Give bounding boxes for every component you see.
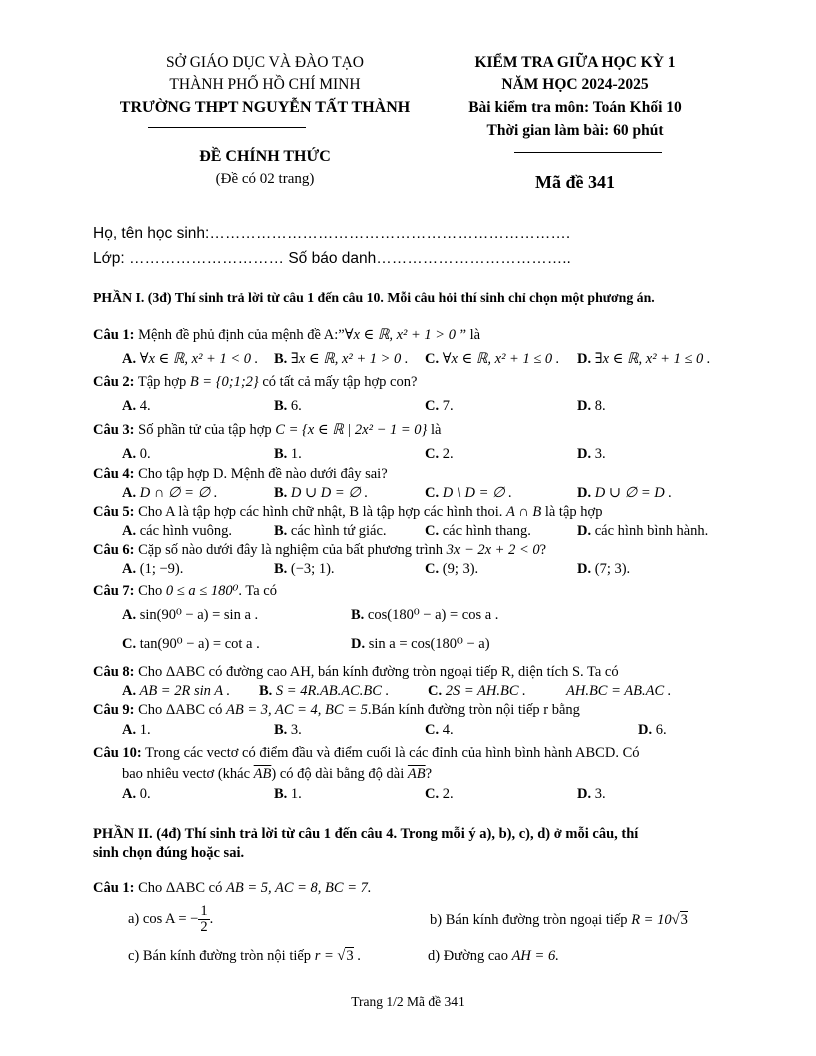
- question-1: Câu 1: Mệnh đề phủ định của mệnh đề A:”∀x ∈ ℝ, x² + 1 > 0 ” là: [93, 327, 481, 343]
- q9-option-c[interactable]: C. 4.: [425, 722, 454, 738]
- q6-option-c[interactable]: C. (9; 3).: [425, 561, 479, 577]
- q7-option-a[interactable]: A. sin(90⁰ − a) = sin a .: [122, 607, 259, 623]
- q10-option-b[interactable]: B. 1.: [274, 786, 302, 802]
- q1-option-a[interactable]: A. ∀x ∈ ℝ, x² + 1 < 0 .: [122, 351, 259, 367]
- q3-option-d[interactable]: D. 3.: [577, 446, 606, 462]
- q2-option-a[interactable]: A. 4.: [122, 398, 151, 414]
- q10-option-a[interactable]: A. 0.: [122, 786, 151, 802]
- q4-option-a[interactable]: A. D ∩ ∅ = ∅ .: [122, 485, 218, 501]
- header-department: SỞ GIÁO DỤC VÀ ĐÀO TẠO: [166, 54, 364, 71]
- class-label: Lớp: …………………………: [93, 250, 289, 267]
- q5-option-a[interactable]: A. các hình vuông.: [122, 523, 232, 539]
- q1-label: Câu 1:: [93, 327, 135, 343]
- q8-option-c[interactable]: C. 2S = AH.BC .: [428, 683, 526, 699]
- p2q1-statement-d[interactable]: d) Đường cao AH = 6.: [428, 948, 559, 964]
- q5-option-c[interactable]: C. các hình thang.: [425, 523, 531, 539]
- q7-option-d[interactable]: D. sin a = cos(180⁰ − a): [351, 636, 490, 652]
- duration: Thời gian làm bài: 60 phút: [486, 122, 664, 139]
- p2q1-statement-a[interactable]: a) cos A = − $\frac{1}{2}$ .: [128, 903, 214, 936]
- q9-option-b[interactable]: B. 3.: [274, 722, 302, 738]
- part2-title: PHẦN II. (4đ) Thí sinh trả lời từ câu 1 đến câu 4. Trong mỗi ý a), b), c), d) ở mỗi câu, thí: [93, 826, 639, 842]
- part2-question-1: Câu 1: Cho ΔABC có AB = 5, AC = 8, BC = 7.: [93, 880, 372, 896]
- exam-title: KIỂM TRA GIỮA HỌC KỲ 1: [474, 54, 676, 71]
- q4-option-b[interactable]: B. D ∪ D = ∅ .: [274, 485, 369, 501]
- q7-option-b[interactable]: B. cos(180⁰ − a) = cos a .: [351, 607, 499, 623]
- q5-option-b[interactable]: B. các hình tứ giác.: [274, 523, 387, 539]
- p2q1-statement-c[interactable]: c) Bán kính đường tròn nội tiếp r = √3 .: [128, 948, 361, 964]
- header-right-divider: [514, 152, 662, 153]
- q2-option-b[interactable]: B. 6.: [274, 398, 302, 414]
- q8-option-a[interactable]: A. AB = 2R sin A .: [122, 683, 231, 699]
- question-3: Câu 3: Số phần tử của tập hợp C = {x ∈ ℝ | 2x² − 1 = 0} là: [93, 422, 442, 438]
- q9-option-d[interactable]: D. 6.: [638, 722, 667, 738]
- q6-option-d[interactable]: D. (7; 3).: [577, 561, 631, 577]
- q3-option-c[interactable]: C. 2.: [425, 446, 454, 462]
- q5-option-d[interactable]: D. các hình bình hành.: [577, 523, 709, 539]
- q2-option-d[interactable]: D. 8.: [577, 398, 606, 414]
- q4-option-d[interactable]: D. D ∪ ∅ = D .: [577, 485, 672, 501]
- p2q1-statement-b[interactable]: b) Bán kính đường tròn ngoại tiếp R = 10√3: [430, 912, 688, 928]
- header-left-divider: [148, 127, 306, 128]
- page-footer: Trang 1/2 Mã đề 341: [351, 994, 465, 1009]
- q10-option-d[interactable]: D. 3.: [577, 786, 606, 802]
- header-school: TRƯỜNG THPT NGUYỄN TẤT THÀNH: [119, 99, 411, 116]
- part1-title: PHẦN I. (3đ) Thí sinh trả lời từ câu 1 đến câu 10. Mỗi câu hỏi thí sinh chỉ chọn một phương án.: [93, 290, 655, 305]
- question-4: Câu 4: Cho tập hợp D. Mệnh đề nào dưới đây sai?: [93, 466, 388, 482]
- student-name-line[interactable]: Họ, tên học sinh:…………………………………………………………….: [93, 225, 571, 242]
- q7-option-c[interactable]: C. tan(90⁰ − a) = cot a .: [122, 636, 260, 652]
- q10-option-c[interactable]: C. 2.: [425, 786, 454, 802]
- exam-code: Mã đề 341: [535, 172, 615, 192]
- school-year: NĂM HỌC 2024-2025: [501, 76, 649, 93]
- q2-option-c[interactable]: C. 7.: [425, 398, 454, 414]
- vector-ab: $\overline{AB}$: [253, 766, 272, 782]
- q6-option-b[interactable]: B. (−3; 1).: [274, 561, 335, 577]
- subject: Bài kiểm tra môn: Toán Khối 10: [468, 99, 682, 116]
- q1-option-d[interactable]: D. ∃x ∈ ℝ, x² + 1 ≤ 0 .: [577, 351, 711, 367]
- question-10: Câu 10: Trong các vectơ có điểm đầu và điểm cuối là các đỉnh của hình bình hành ABCD. Có: [93, 745, 640, 761]
- question-9: Câu 9: Cho ΔABC có AB = 3, AC = 4, BC = 5.Bán kính đường tròn nội tiếp r bằng: [93, 702, 580, 718]
- q6-option-a[interactable]: A. (1; −9).: [122, 561, 184, 577]
- question-2: Câu 2: Tập hợp B = {0;1;2} có tất cả mấy tập hợp con?: [93, 374, 418, 390]
- q8-option-d[interactable]: AH.BC = AB.AC .: [566, 683, 672, 699]
- question-8: Câu 8: Cho ΔABC có đường cao AH, bán kính đường tròn ngoại tiếp R, diện tích S. Ta có: [93, 664, 619, 680]
- question-5: Câu 5: Cho A là tập hợp các hình chữ nhật, B là tập hợp các hình thoi. A ∩ B là tập hợp: [93, 504, 603, 520]
- question-7: Câu 7: Cho 0 ≤ a ≤ 180⁰. Ta có: [93, 583, 277, 599]
- q1-option-b[interactable]: B. ∃x ∈ ℝ, x² + 1 > 0 .: [274, 351, 409, 367]
- question-6: Câu 6: Cặp số nào dưới đây là nghiệm của bất phương trình 3x − 2x + 2 < 0?: [93, 542, 547, 558]
- q3-option-b[interactable]: B. 1.: [274, 446, 302, 462]
- student-class-line[interactable]: [93, 250, 571, 268]
- vector-ab: $\overline{AB}$: [407, 766, 426, 782]
- page-count: (Đề có 02 trang): [215, 171, 315, 187]
- q3-option-a[interactable]: A. 0.: [122, 446, 151, 462]
- q1-option-c[interactable]: C. ∀x ∈ ℝ, x² + 1 ≤ 0 .: [425, 351, 560, 367]
- q8-option-b[interactable]: B. S = 4R.AB.AC.BC .: [259, 683, 390, 699]
- part2-title-cont: sinh chọn đúng hoặc sai.: [93, 845, 245, 861]
- question-10-cont: bao nhiêu vectơ (khác $\overline{AB}$) có độ dài bằng độ dài $\overline{AB}$?: [122, 766, 433, 782]
- sbd-label: Số báo danh………………………………..: [288, 250, 571, 267]
- q4-option-c[interactable]: C. D \ D = ∅ .: [425, 485, 512, 501]
- header-city: THÀNH PHỐ HỒ CHÍ MINH: [169, 76, 361, 93]
- q9-option-a[interactable]: A. 1.: [122, 722, 151, 738]
- official-label: ĐỀ CHÍNH THỨC: [199, 148, 331, 165]
